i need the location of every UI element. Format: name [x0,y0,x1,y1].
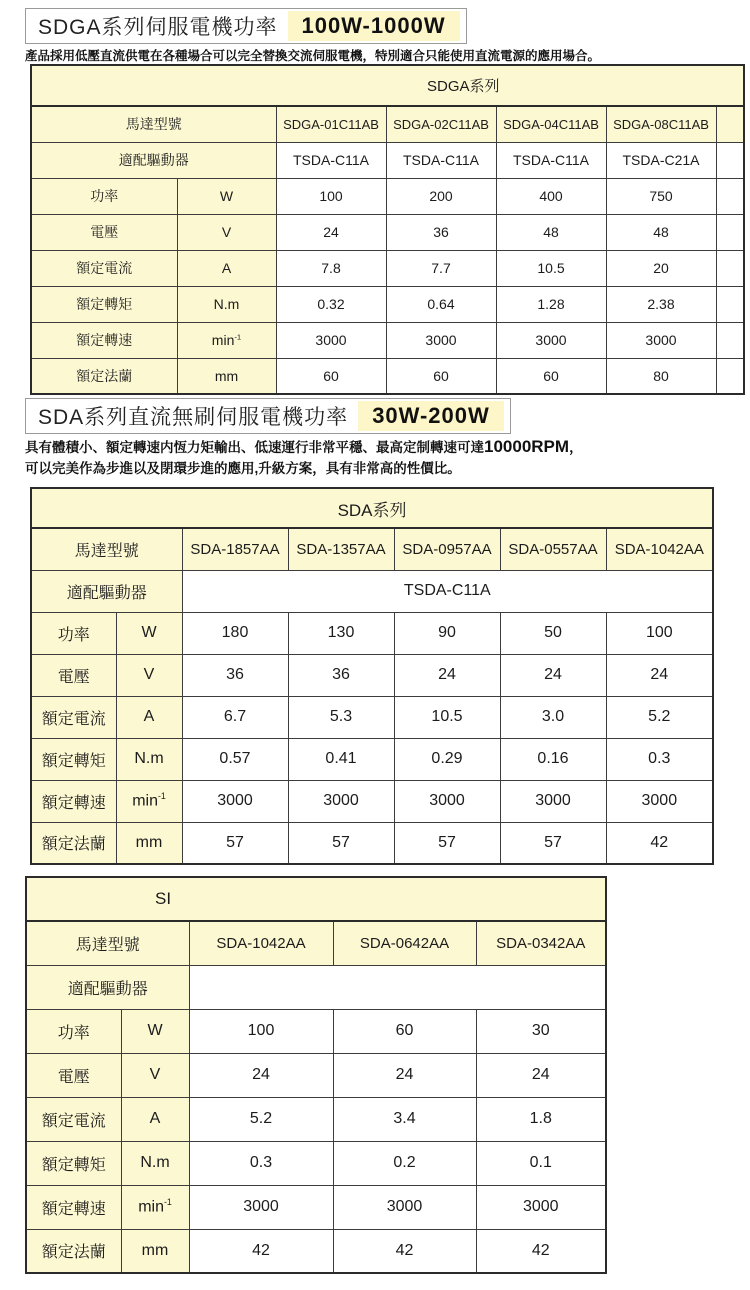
spec-unit: V [121,1053,189,1097]
spec-value: 0.3 [189,1141,333,1185]
driver-row-label: 適配驅動器 [31,570,182,612]
spec-value: 5.2 [189,1097,333,1141]
section2-description-line1: 具有體積小、額定轉速内恆力矩輸出、低速運行非常平穩、最高定制轉速可達10000RPM， [25,437,583,456]
motor-model: SDGA-04C11AB [496,106,606,142]
series-header: SDGA系列 [31,65,744,106]
spec-value: 100 [276,178,386,214]
spec-value: 57 [500,822,606,864]
driver-value: TSDA-C11A [182,570,713,612]
spec-value: 180 [182,612,288,654]
spec-label: 額定電流 [31,696,116,738]
spec-value: 0.1 [476,1141,606,1185]
spec-value: 48 [606,214,716,250]
spec-value: 1.8 [476,1097,606,1141]
spec-label: 功率 [31,178,177,214]
spec-value: 3.0 [500,696,606,738]
spec-value: 100 [189,1009,333,1053]
driver-row-label: 適配驅動器 [26,965,189,1009]
spec-label: 額定轉矩 [31,738,116,780]
driver-value: TSDA-C11A [276,142,386,178]
driver-row-label: 適配驅動器 [31,142,276,178]
spec-label: 電壓 [31,654,116,696]
spec-value: 5.2 [606,696,713,738]
spec-value: 1.28 [496,286,606,322]
spec-label: 功率 [26,1009,121,1053]
spec-label: 額定轉矩 [26,1141,121,1185]
spec-label: 額定法蘭 [31,358,177,394]
spec-value: 42 [189,1229,333,1273]
spec-value: 42 [606,822,713,864]
motor-model: SDA-0642AA [333,921,476,965]
section1-title: SDGA系列伺服電機功率 [38,16,278,39]
spec-value: 5.3 [288,696,394,738]
spec-label: 額定法蘭 [31,822,116,864]
filler-cell [716,178,744,214]
spec-value: 3000 [476,1185,606,1229]
section2-title: SDA系列直流無刷伺服電機功率 [38,406,349,429]
sda-small-spec-table [25,876,607,1274]
model-row-label: 馬達型號 [31,106,276,142]
spec-unit: V [177,214,276,250]
spec-value: 24 [276,214,386,250]
section1-title-box [25,8,467,44]
spec-value: 750 [606,178,716,214]
filler-cell [716,214,744,250]
driver-value: TSDA-C11A [496,142,606,178]
section1-description: 產品採用低壓直流供電在各種場合可以完全替換交流伺服電機，特別適合只能使用直流電源的應用場合。 [25,49,601,63]
spec-unit: A [177,250,276,286]
series-header: SI [26,877,606,921]
spec-value: 24 [189,1053,333,1097]
sdga-spec-table [30,64,745,395]
spec-value: 36 [386,214,496,250]
spec-value: 3000 [386,322,496,358]
spec-value: 48 [496,214,606,250]
spec-value: 10.5 [496,250,606,286]
spec-label: 額定轉速 [31,780,116,822]
section1-power-range: 100W-1000W [288,11,460,41]
spec-value: 42 [476,1229,606,1273]
spec-unit: V [116,654,182,696]
spec-value: 42 [333,1229,476,1273]
spec-label: 額定電流 [31,250,177,286]
spec-value: 50 [500,612,606,654]
spec-value: 3000 [276,322,386,358]
spec-value: 24 [500,654,606,696]
spec-value: 0.32 [276,286,386,322]
spec-label: 電壓 [31,214,177,250]
motor-model: SDGA-02C11AB [386,106,496,142]
spec-value: 100 [606,612,713,654]
spec-unit: mm [177,358,276,394]
model-row-label: 馬達型號 [31,528,182,570]
spec-value: 3.4 [333,1097,476,1141]
motor-model: SDA-0957AA [394,528,500,570]
max-rpm-value: 10000RPM [484,437,570,456]
spec-unit: N.m [177,286,276,322]
motor-model: SDGA-01C11AB [276,106,386,142]
spec-label: 電壓 [26,1053,121,1097]
spec-value: 3000 [182,780,288,822]
spec-label: 額定轉速 [31,322,177,358]
spec-label: 額定法蘭 [26,1229,121,1273]
spec-value: 60 [276,358,386,394]
section2-description-line2: 可以完美作為步進以及閉環步進的應用,升級方案，具有非常高的性價比。 [25,461,461,476]
spec-value: 36 [288,654,394,696]
motor-model: SDA-1042AA [606,528,713,570]
spec-value: 3000 [189,1185,333,1229]
spec-value: 0.64 [386,286,496,322]
spec-value: 20 [606,250,716,286]
filler-cell [716,286,744,322]
spec-value: 3000 [394,780,500,822]
spec-unit: W [121,1009,189,1053]
spec-value: 6.7 [182,696,288,738]
spec-value: 24 [476,1053,606,1097]
spec-value: 0.29 [394,738,500,780]
filler-cell [716,322,744,358]
spec-value: 130 [288,612,394,654]
spec-unit: A [116,696,182,738]
motor-model: SDA-0557AA [500,528,606,570]
spec-value: 24 [333,1053,476,1097]
spec-label: 額定轉速 [26,1185,121,1229]
sda-spec-table [30,487,714,865]
spec-value: 3000 [288,780,394,822]
spec-unit: mm [116,822,182,864]
filler-cell [716,106,744,142]
spec-unit: W [177,178,276,214]
spec-unit: W [116,612,182,654]
driver-value: TSDA-C11A [386,142,496,178]
spec-value: 10.5 [394,696,500,738]
spec-value: 3000 [500,780,606,822]
spec-label: 額定電流 [26,1097,121,1141]
spec-value: 60 [386,358,496,394]
spec-value: 60 [496,358,606,394]
section2-description [25,436,583,479]
section2-power-range: 30W-200W [358,401,504,431]
spec-value: 0.41 [288,738,394,780]
filler-cell [716,250,744,286]
motor-model: SDA-1857AA [182,528,288,570]
spec-label: 額定轉矩 [31,286,177,322]
spec-unit: N.m [116,738,182,780]
spec-unit: $\min^{-1}$ [121,1185,189,1229]
spec-label: 功率 [31,612,116,654]
spec-unit: $\min^{-1}$ [177,322,276,358]
section2-title-box [25,398,511,434]
motor-model: SDGA-08C11AB [606,106,716,142]
spec-value: 0.16 [500,738,606,780]
spec-value: 80 [606,358,716,394]
spec-value: 90 [394,612,500,654]
spec-value: 400 [496,178,606,214]
spec-unit: A [121,1097,189,1141]
spec-value: 57 [394,822,500,864]
spec-value: 0.2 [333,1141,476,1185]
spec-value: 0.3 [606,738,713,780]
spec-value: 3000 [496,322,606,358]
spec-unit: N.m [121,1141,189,1185]
spec-value: 0.57 [182,738,288,780]
filler-cell [716,358,744,394]
spec-value: 2.38 [606,286,716,322]
spec-unit: $\min^{-1}$ [116,780,182,822]
spec-value: 200 [386,178,496,214]
model-row-label: 馬達型號 [26,921,189,965]
motor-model: SDA-1357AA [288,528,394,570]
series-header: SDA系列 [31,488,713,528]
spec-unit: mm [121,1229,189,1273]
motor-model: SDA-1042AA [189,921,333,965]
spec-value: 36 [182,654,288,696]
driver-value [189,965,606,1009]
spec-value: 57 [182,822,288,864]
spec-value: 60 [333,1009,476,1053]
spec-value: 24 [394,654,500,696]
motor-model: SDA-0342AA [476,921,606,965]
spec-value: 3000 [333,1185,476,1229]
spec-value: 24 [606,654,713,696]
spec-value: 7.7 [386,250,496,286]
spec-value: 57 [288,822,394,864]
spec-value: 30 [476,1009,606,1053]
spec-value: 3000 [606,780,713,822]
filler-cell [716,142,744,178]
spec-value: 3000 [606,322,716,358]
driver-value: TSDA-C21A [606,142,716,178]
spec-value: 7.8 [276,250,386,286]
